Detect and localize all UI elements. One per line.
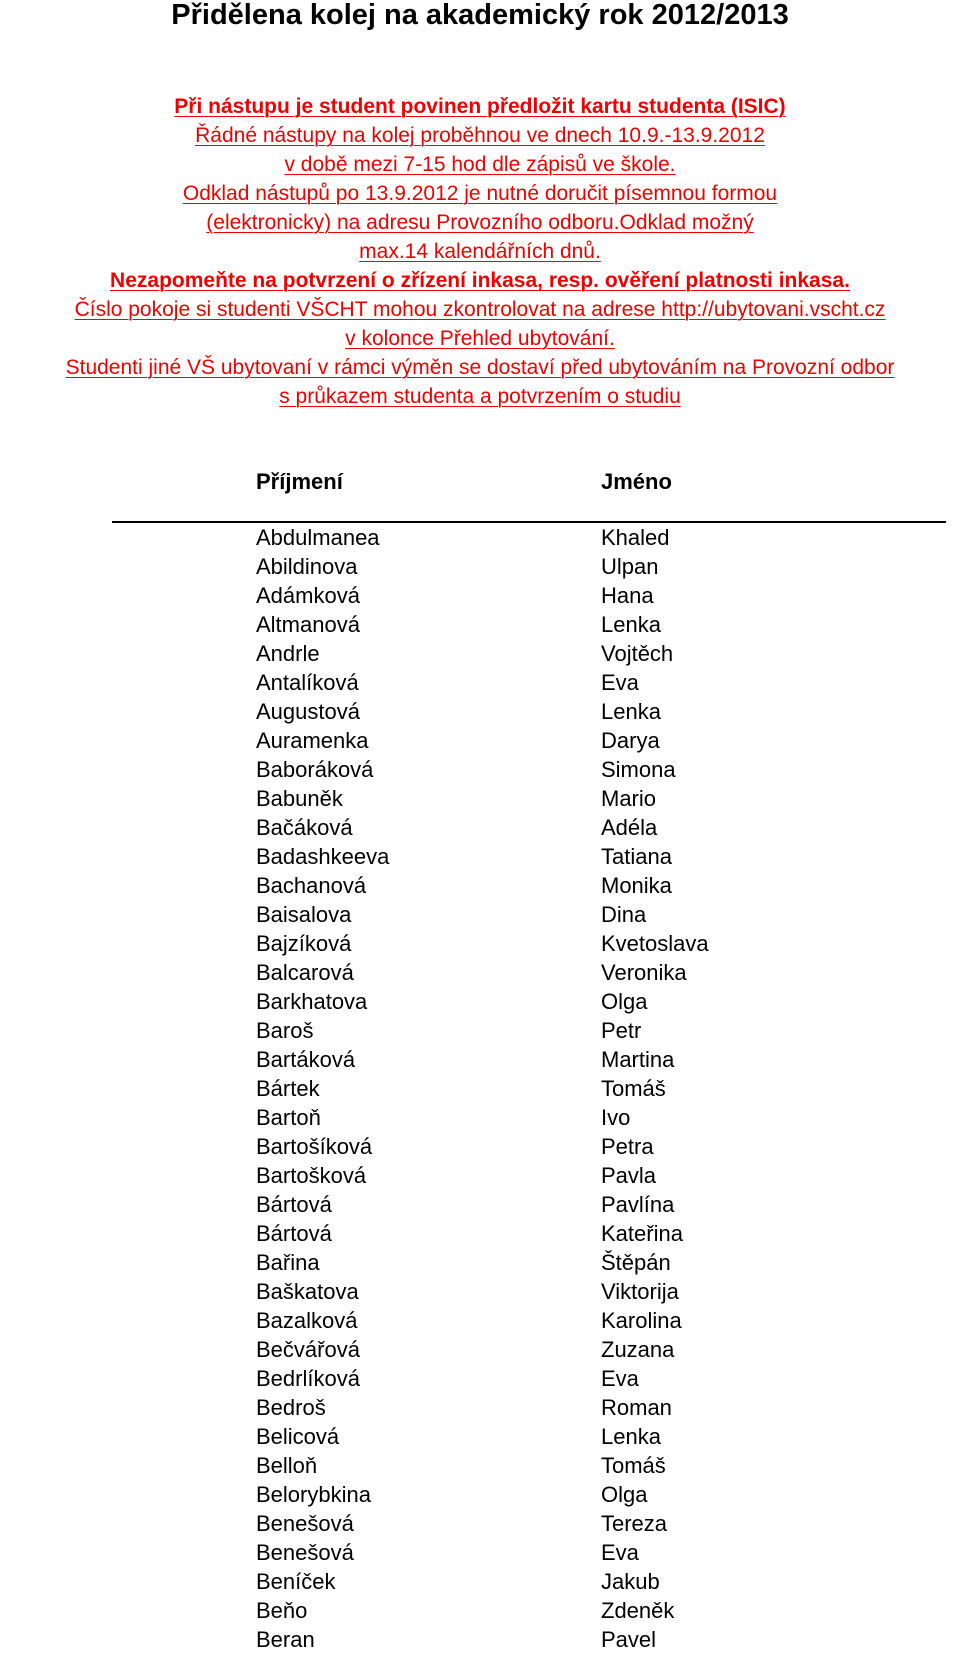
first-name-cell: Pavla (601, 1163, 657, 1188)
surname-cell: Bartošková (256, 1163, 367, 1188)
table-row (0, 1422, 960, 1451)
notice-line-text: (elektronicky) na adresu Provozního odboru.Odklad možný (206, 211, 754, 234)
table-row (0, 552, 960, 581)
student-table-body (0, 523, 960, 1654)
first-name-cell: Viktorija (601, 1279, 679, 1304)
notice-line-text: Odklad nástupů po 13.9.2012 je nutné doručit písemnou formou (182, 182, 778, 205)
first-name-cell: Monika (601, 873, 672, 898)
surname-cell: Bačáková (256, 815, 353, 840)
notice-block (0, 92, 960, 411)
table-row (0, 813, 960, 842)
table-row (0, 1161, 960, 1190)
notice-line-text: v době mezi 7-15 hod dle zápisů ve škole. (284, 153, 676, 176)
first-name-cell: Zuzana (601, 1337, 675, 1362)
first-name-cell: Roman (601, 1395, 672, 1420)
table-row (0, 581, 960, 610)
notice-line-text: Číslo pokoje si studenti VŠCHT mohou zkontrolovat na adrese http://ubytovani.vscht.cz (74, 298, 886, 321)
table-row (0, 1190, 960, 1219)
surname-cell: Beníček (256, 1569, 336, 1594)
surname-cell: Altmanová (256, 612, 360, 637)
surname-cell: Baboráková (256, 757, 374, 782)
surname-cell: Baisalova (256, 902, 352, 927)
table-row (0, 958, 960, 987)
surname-cell: Bazalková (256, 1308, 358, 1333)
table-row (0, 1538, 960, 1567)
table-row (0, 1045, 960, 1074)
table-row (0, 784, 960, 813)
first-name-cell: Štěpán (601, 1250, 671, 1275)
table-row (0, 523, 960, 552)
first-name-cell: Mario (601, 786, 657, 811)
first-name-cell: Tomáš (601, 1076, 666, 1101)
first-name-cell: Eva (601, 1540, 639, 1565)
table-row (0, 1277, 960, 1306)
first-name-cell: Tatiana (601, 844, 672, 869)
table-row (0, 610, 960, 639)
table-row (0, 1219, 960, 1248)
notice-line-text: v kolonce Přehled ubytování. (345, 327, 615, 350)
table-row (0, 1103, 960, 1132)
table-row (0, 871, 960, 900)
table-row (0, 1393, 960, 1422)
table-row (0, 1016, 960, 1045)
notice-line (0, 237, 960, 266)
surname-cell: Beran (256, 1627, 315, 1652)
table-row (0, 987, 960, 1016)
surname-cell: Baškatova (256, 1279, 359, 1304)
first-name-cell: Tereza (601, 1511, 668, 1536)
table-row (0, 1306, 960, 1335)
surname-cell: Beňo (256, 1598, 308, 1623)
surname-cell: Baroš (256, 1018, 314, 1043)
surname-cell: Abildinova (256, 554, 358, 579)
surname-cell: Badashkeeva (256, 844, 390, 869)
surname-cell: Benešová (256, 1540, 354, 1565)
surname-cell: Bachanová (256, 873, 367, 898)
table-row (0, 1451, 960, 1480)
first-name-cell: Eva (601, 670, 639, 695)
first-name-cell: Lenka (601, 612, 661, 637)
first-name-cell: Olga (601, 989, 648, 1014)
first-name-cell: Pavel (601, 1627, 657, 1652)
first-name-cell: Kvetoslava (601, 931, 709, 956)
first-name-cell: Khaled (601, 525, 670, 550)
surname-cell: Bartošíková (256, 1134, 373, 1159)
first-name-cell: Karolina (601, 1308, 682, 1333)
table-row (0, 1480, 960, 1509)
surname-cell: Bařina (256, 1250, 320, 1275)
surname-cell: Bártek (256, 1076, 320, 1101)
notice-line (0, 382, 960, 411)
notice-line-text: max.14 kalendářních dnů. (359, 240, 601, 263)
first-name-cell: Lenka (601, 1424, 661, 1449)
notice-line (0, 295, 960, 324)
first-name-cell: Ivo (601, 1105, 631, 1130)
surname-cell: Benešová (256, 1511, 354, 1536)
table-header-row (0, 465, 960, 500)
surname-cell: Bajzíková (256, 931, 352, 956)
notice-line (0, 353, 960, 382)
notice-line (0, 208, 960, 237)
first-name-cell: Zdeněk (601, 1598, 675, 1623)
first-name-cell: Pavlína (601, 1192, 675, 1217)
surname-cell: Adámková (256, 583, 360, 608)
student-table-header (0, 465, 960, 500)
first-name-cell: Martina (601, 1047, 675, 1072)
table-row (0, 1132, 960, 1161)
first-name-cell: Petra (601, 1134, 654, 1159)
surname-cell: Bedroš (256, 1395, 326, 1420)
first-name-cell: Darya (601, 728, 660, 753)
surname-cell: Auramenka (256, 728, 369, 753)
surname-cell: Babuněk (256, 786, 343, 811)
surname-cell: Bečvářová (256, 1337, 360, 1362)
table-row (0, 1625, 960, 1654)
notice-line (0, 92, 960, 121)
table-row (0, 1596, 960, 1625)
surname-cell: Bártová (256, 1192, 332, 1217)
surname-cell: Belloň (256, 1453, 318, 1478)
first-name-cell: Veronika (601, 960, 687, 985)
surname-cell: Bártová (256, 1221, 332, 1246)
table-row (0, 1335, 960, 1364)
notice-line-text: Studenti jiné VŠ ubytovaní v rámci výměn se dostaví před ubytováním na Provozní odbor (65, 356, 895, 379)
notice-line-text: Řádné nástupy na kolej proběhnou ve dnech 10.9.-13.9.2012 (195, 124, 765, 147)
surname-cell: Belicová (256, 1424, 340, 1449)
notice-line (0, 324, 960, 353)
surname-cell: Andrle (256, 641, 320, 666)
first-name-cell: Hana (601, 583, 654, 608)
surname-cell: Balcarová (256, 960, 354, 985)
surname-cell: Augustová (256, 699, 360, 724)
notice-line (0, 266, 960, 295)
first-name-cell: Adéla (601, 815, 658, 840)
first-name-cell: Eva (601, 1366, 639, 1391)
surname-cell: Barkhatova (256, 989, 368, 1014)
first-name-cell: Tomáš (601, 1453, 666, 1478)
surname-cell: Abdulmanea (256, 525, 380, 550)
table-row (0, 1248, 960, 1277)
page-title: Přidělena kolej na akademický rok 2012/2013 (171, 0, 789, 31)
first-name-cell: Vojtěch (601, 641, 674, 666)
table-row (0, 1509, 960, 1538)
table-row (0, 755, 960, 784)
table-row (0, 1567, 960, 1596)
first-name-cell: Jakub (601, 1569, 660, 1594)
table-row (0, 639, 960, 668)
notice-line (0, 179, 960, 208)
table-row (0, 1364, 960, 1393)
first-name-cell: Kateřina (601, 1221, 683, 1246)
notice-line-text: Nezapomeňte na potvrzení o zřízení inkasa, resp. ověření platnosti inkasa. (110, 269, 850, 292)
table-row (0, 697, 960, 726)
notice-line (0, 150, 960, 179)
first-name-cell: Lenka (601, 699, 661, 724)
table-row (0, 929, 960, 958)
surname-cell: Bedrlíková (256, 1366, 360, 1391)
table-row (0, 1074, 960, 1103)
notice-line-text: Při nástupu je student povinen předložit kartu studenta (ISIC) (174, 95, 786, 118)
notice-line-text: s průkazem studenta a potvrzením o studiu (279, 385, 681, 408)
surname-cell: Antalíková (256, 670, 359, 695)
notice-line (0, 121, 960, 150)
surname-cell: Bartáková (256, 1047, 356, 1072)
first-name-cell: Ulpan (601, 554, 659, 579)
first-name-cell: Dina (601, 902, 647, 927)
first-name-cell: Olga (601, 1482, 648, 1507)
surname-cell: Bartoň (256, 1105, 321, 1130)
table-row (0, 726, 960, 755)
surname-cell: Belorybkina (256, 1482, 371, 1507)
table-row (0, 668, 960, 697)
header-surname: Příjmení (256, 469, 343, 494)
table-row (0, 900, 960, 929)
header-first-name: Jméno (601, 469, 672, 494)
first-name-cell: Petr (601, 1018, 642, 1043)
table-row (0, 842, 960, 871)
first-name-cell: Simona (601, 757, 676, 782)
